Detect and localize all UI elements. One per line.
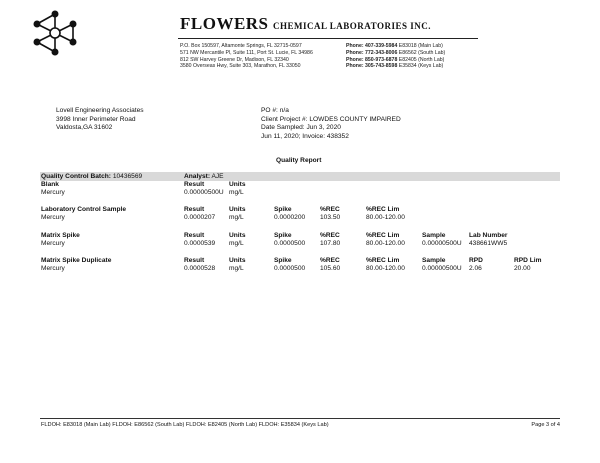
col-header: %REC — [320, 232, 340, 239]
client-city: Valdosta,GA 31602 — [56, 124, 113, 132]
analyst-value: AJE — [211, 173, 224, 180]
col-header: Result — [184, 181, 205, 188]
company-name-sub: CHEMICAL LABORATORIES INC. — [273, 21, 431, 31]
phone-label: Phone: 305-743-8598 — [346, 63, 398, 70]
client-name: Lovell Engineering Associates — [56, 107, 144, 114]
phone-cert: E86562 (South Lab) — [398, 49, 446, 56]
col-header: Lab Number — [469, 232, 508, 239]
lab-number-value: 438661WW5 — [469, 240, 508, 247]
col-header: Sample — [422, 257, 446, 264]
result-value: 0.00000500U — [184, 189, 224, 196]
analyte: Mercury — [41, 214, 65, 221]
rpd-value: 2.06 — [469, 265, 482, 272]
phone-cert: E83018 (Main Lab) — [398, 43, 443, 49]
result-value: 0.0000528 — [184, 265, 216, 272]
rec-value: 105.60 — [320, 265, 341, 272]
units-value: mg/L — [229, 265, 244, 272]
header-divider — [178, 38, 478, 39]
molecule-logo-icon — [28, 8, 82, 58]
qc-batch — [41, 172, 142, 181]
spike-value: 0.0000200 — [274, 214, 306, 221]
col-header: Spike — [274, 257, 292, 264]
client-project: Client Project #: LOWDES COUNTY IMPAIRED — [261, 115, 401, 123]
address-line: 812 SW Harvey Greene Dr, Madison, FL 32340 — [180, 56, 289, 63]
rec-limit-value: 80.00-120.00 — [366, 265, 405, 272]
spike-value: 0.0000500 — [274, 265, 306, 272]
date-sampled: Date Sampled: Jun 3, 2020 — [261, 124, 341, 132]
rec-limit-value: 80.00-120.00 — [366, 240, 405, 247]
col-header: %REC Lim — [366, 232, 400, 239]
phone-label: Phone: 772-343-8006 — [346, 49, 398, 56]
col-header: %REC Lim — [366, 206, 400, 213]
spike-value: 0.0000500 — [274, 240, 306, 247]
rec-limit-value: 80.00-120.00 — [366, 214, 405, 221]
address-line: P.O. Box 150597, Altamonte Springs, FL 32715-0597 — [180, 43, 302, 49]
analyst-label: Analyst: — [184, 173, 211, 180]
col-header: Units — [229, 206, 246, 213]
col-header: Units — [229, 257, 246, 264]
rec-value: 103.50 — [320, 214, 341, 221]
qc-analyst — [184, 172, 224, 181]
col-header: Spike — [274, 232, 292, 239]
rpd-limit-value: 20.00 — [514, 265, 531, 272]
section-title: Matrix Spike Duplicate — [41, 257, 112, 264]
client-street: 3998 Inner Perimeter Road — [56, 115, 136, 123]
units-value: mg/L — [229, 189, 244, 196]
lab-phones — [346, 43, 445, 70]
phone-cert: E82405 (North Lab) — [398, 56, 445, 63]
sample-value: 0.00000500U — [422, 240, 462, 247]
invoice-line: Jun 11, 2020; Invoice: 438352 — [261, 132, 349, 140]
col-header: Result — [184, 257, 205, 264]
project-info — [261, 107, 401, 141]
col-header: Spike — [274, 206, 292, 213]
result-value: 0.0000539 — [184, 240, 216, 247]
phone-label: Phone: 850-973-6878 — [346, 56, 398, 63]
address-line: 571 NW Mercantile Pl, Suite 111, Port St. Lucie, FL 34986 — [180, 49, 313, 56]
col-header: Units — [229, 181, 246, 188]
client-address — [56, 107, 144, 133]
col-header: Result — [184, 232, 205, 239]
phone-line — [346, 50, 445, 57]
phone-cert: E35834 (Keys Lab) — [398, 63, 444, 70]
col-header: RPD — [469, 257, 483, 264]
section-title: Matrix Spike — [41, 232, 80, 239]
phone-line — [346, 43, 445, 50]
col-header: %REC Lim — [366, 257, 400, 264]
col-header: Result — [184, 206, 205, 213]
result-value: 0.0000207 — [184, 214, 216, 221]
phone-line — [346, 57, 445, 64]
col-header: RPD Lim — [514, 257, 542, 264]
qc-batch-label: Quality Control Batch: — [41, 173, 111, 180]
units-value: mg/L — [229, 214, 244, 221]
report-title: Quality Report — [276, 157, 322, 164]
units-value: mg/L — [229, 240, 244, 247]
address-line: 3580 Overseas Hwy, Suite 303, Marathon, FL 33050 — [180, 63, 301, 70]
footer-divider — [40, 418, 560, 419]
phone-line — [346, 63, 445, 70]
phone-label: Phone: 407-339-5984 — [346, 43, 398, 49]
analyte: Mercury — [41, 265, 65, 272]
sample-value: 0.00000500U — [422, 265, 462, 272]
col-header: %REC — [320, 257, 340, 264]
analyte: Mercury — [41, 240, 65, 247]
company-name — [180, 14, 431, 34]
col-header: Units — [229, 232, 246, 239]
lab-addresses — [180, 43, 313, 70]
section-title: Laboratory Control Sample — [41, 206, 126, 213]
page-number: Page 3 of 4 — [531, 422, 560, 428]
section-title: Blank — [41, 181, 59, 188]
rec-value: 107.80 — [320, 240, 341, 247]
footer-certs: FLDOH: E83018 (Main Lab) FLDOH: E86562 (South Lab) FLDOH: E82405 (North Lab) FLDOH: E35834 (Keys Lab) — [41, 422, 329, 428]
analyte: Mercury — [41, 189, 65, 196]
col-header: Sample — [422, 232, 446, 239]
col-header: %REC — [320, 206, 340, 213]
qc-batch-value: 10436569 — [112, 173, 143, 180]
po-number: PO #: n/a — [261, 107, 289, 114]
company-name-main: FLOWERS — [180, 14, 269, 33]
